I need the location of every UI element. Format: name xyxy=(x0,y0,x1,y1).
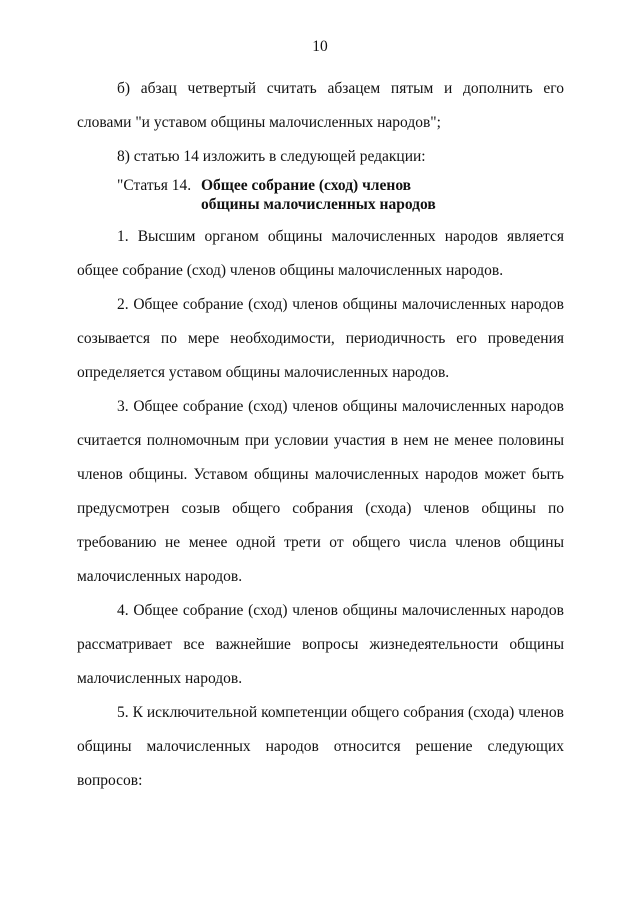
paragraph-point-5: 5. К исключительной компетенции общего собрания (схода) членов общины малочисленных народов относится решение следующих вопросов: xyxy=(77,704,564,789)
paragraph-point-1: 1. Высшим органом общины малочисленных народов является общее собрание (сход) членов общины малочисленных народов. xyxy=(77,228,564,279)
paragraph-point-2: 2. Общее собрание (сход) членов общины малочисленных народов созывается по мере необходимости, периодичность его проведения определяется уставом общины малочисленных народов. xyxy=(77,296,564,381)
page-number: 10 xyxy=(312,38,328,55)
paragraph-item-8: 8) статью 14 изложить в следующей редакции: xyxy=(117,148,426,165)
paragraph-point-4: 4. Общее собрание (сход) членов общины малочисленных народов рассматривает все важнейшие вопросы жизнедеятельности общины малочисленных народов. xyxy=(77,602,564,687)
article-title: Общее собрание (сход) членов общины малочисленных народов xyxy=(201,177,436,213)
paragraph-point-3: 3. Общее собрание (сход) членов общины малочисленных народов считается полномочным при условии участия в нем не менее половины членов общины. Уставом общины малочисленных народов может быть предусмотрен созыв общего собрания (схода) членов общины по требованию не менее одной трети от общего числа членов общины малочисленных народов. xyxy=(77,398,564,585)
document-body xyxy=(77,72,564,798)
paragraph-amendment-b: б) абзац четвертый считать абзацем пятым и дополнить его словами "и уставом общины малочисленных народов"; xyxy=(77,80,564,131)
article-number: "Статья 14. xyxy=(117,177,192,194)
article-heading xyxy=(77,176,564,214)
